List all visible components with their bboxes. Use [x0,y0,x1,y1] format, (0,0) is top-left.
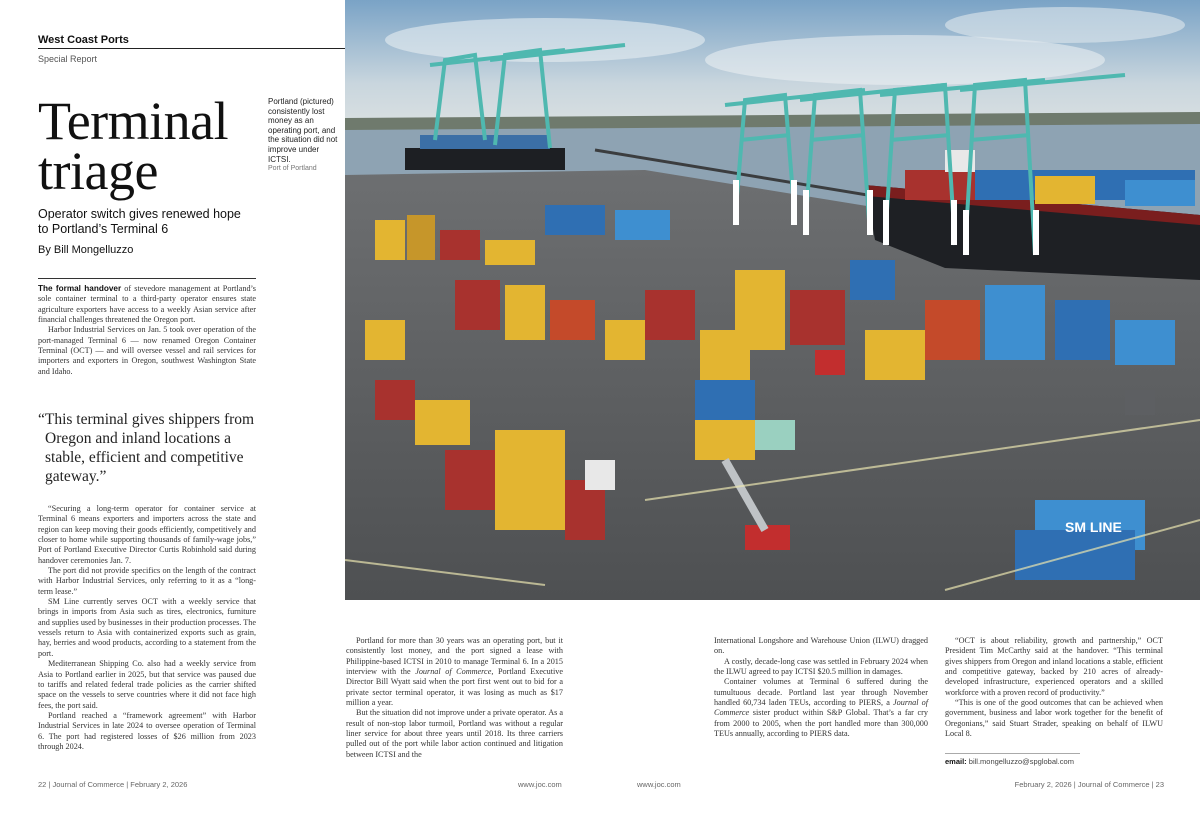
byline: By Bill Mongelluzzo [38,244,134,256]
author-email [945,757,1074,766]
body-column-3 [714,636,928,739]
body-paragraph: “OCT is about reliability, growth and partnership,” OCT President Tim McCarthy said at the handover. “This terminal gives shippers from Oregon and inland locations a stable, efficient and competitive gateway, backed by 210 acres of already-developed infrastructure, experienced operators and a skilled workforce with a proven record of productivity.” [945,636,1163,697]
body-column-1-top [38,284,256,377]
body-paragraph: Portland reached a “framework agreement” with Harbor Industrial Services in late 2024 to oversee operation of Terminal 6. The port had registered losses of $26 million from 2023 through 2024. [38,710,256,751]
paragraph-text: of stevedore management at Portland’s sole container terminal to a third-party operator ensures state agriculture exporters have access to a weekly Asian service after financial challenges threatened the Oregon port. [38,284,256,325]
title-line-2: triage [38,141,158,201]
body-column-1-bottom [38,504,256,752]
byline-rule [38,278,256,279]
paragraph-text: , Portland Executive Director Bill Wyatt said when the port first went out to bid for a private sector terminal operator, it was losing as much as $17 million a year. [346,667,563,708]
publication-name: Journal of Commerce [415,667,492,677]
body-paragraph [346,636,563,708]
body-paragraph [38,284,256,325]
lead-in: The formal handover [38,284,122,293]
section-subtitle-left: Special Report [38,54,98,64]
body-paragraph: International Longshore and Warehouse Union (ILWU) dragged on. [714,636,928,656]
photo-credit: Port of Portland [268,165,317,173]
title-line-1: Terminal [38,91,229,151]
body-paragraph: Mediterranean Shipping Co. also had a weekly service from Asia to Portland earlier in 2025, but that service was paused due to tariffs and related federal trade policies as the carrier shifted space on the vessels to serve countries where it did not face high fees, the port said. [38,659,256,710]
body-paragraph: The port did not provide specifics on the length of the contract with Harbor Industrial Services, only referring to it as a “long-term lease.” [38,566,256,596]
caption-text: Portland (pictured) consistently lost money as an operating port, and the situation did not improve under ICTSI. [268,97,338,164]
port-photo [345,0,1200,600]
small-ship [405,135,565,170]
body-column-4 [945,636,1163,739]
article-title [38,91,229,201]
body-column-2 [346,636,563,760]
body-paragraph: But the situation did not improve under a private operator. As a result of non-stop labor turmoil, Portland was without a regular liner service for about three years until 2018. Its three carriers pulled out of the port while labor action continued and litigation between ICTSI and the [346,708,563,759]
container-terminal-illustration [345,0,1200,600]
section-title-left: West Coast Ports [38,34,129,46]
body-paragraph: A costly, decade-long case was settled in February 2024 when the ILWU agreed to pay ICTSI $20.5 million in damages. [714,656,928,677]
body-paragraph: Harbor Industrial Services on Jan. 5 took over operation of the port-managed Terminal 6 — now renamed Oregon Container Terminal (OCT) — and will oversee vessel and rail services for importers and exporters in Oregon, southwest Washington State and Idaho. [38,325,256,376]
email-address[interactable]: bill.mongelluzzo@spglobal.com [966,757,1074,766]
body-paragraph: SM Line currently serves OCT with a weekly service that brings in imports from Asia such as tires, electronics, furniture and supplies used by businesses in their production processes. The vessels return to Asia with containerized exports such as grain, hay, berries and wood products, according to a statement from the port. [38,597,256,658]
photo-caption [268,97,340,174]
folio-left: 22 | Journal of Commerce | February 2, 2026 [38,780,188,789]
paragraph-text: sister product within S&P Global. That’s a far cry from 2000 to 2005, when the port handled more than 300,000 TEUs annually, according to PIERS data. [714,708,928,739]
publication-name: Journal of Commerce [714,698,928,718]
container-logo-text: SM LINE [1065,519,1122,535]
email-label: email: [945,757,967,766]
paragraph-text: Container volumes at Terminal 6 suffered during the tumultuous decade. Portland last year through November handled 60,734 laden TEUs, according to PIERS, a [714,677,928,708]
pull-quote: “This terminal gives shippers from Oregon and inland locations a stable, efficient and competitive gateway.” [38,411,255,485]
article-deck: Operator switch gives renewed hope to Portland’s Terminal 6 [38,207,241,236]
body-paragraph: “This is one of the good outcomes that can be achieved when government, business and labor work together for the benefit of Oregonians,” said Stuart Strader, speaking on behalf of ILWU Local 8. [945,698,1163,739]
body-paragraph: “Securing a long-term operator for container service at Terminal 6 means exporters and importers across the state and region can keep moving their goods efficiently, competitively and closer to home while supporting thousands of family-wage jobs,” Port of Portland Executive Director Curtis Robinhold said during handover ceremonies Jan. 7. [38,504,256,565]
body-paragraph [714,677,928,739]
email-rule [945,753,1080,754]
footer-url-left[interactable]: www.joc.com [518,780,562,789]
folio-right: February 2, 2026 | Journal of Commerce | 23 [1014,780,1164,789]
footer-url-right[interactable]: www.joc.com [637,780,681,789]
paragraph-text: Portland for more than 30 years was an operating port, but it consistently lost money, and the port signed a lease with Philippine-based ICTSI in 2010 to manage Terminal 6. In a 2015 interview with the [346,636,563,677]
